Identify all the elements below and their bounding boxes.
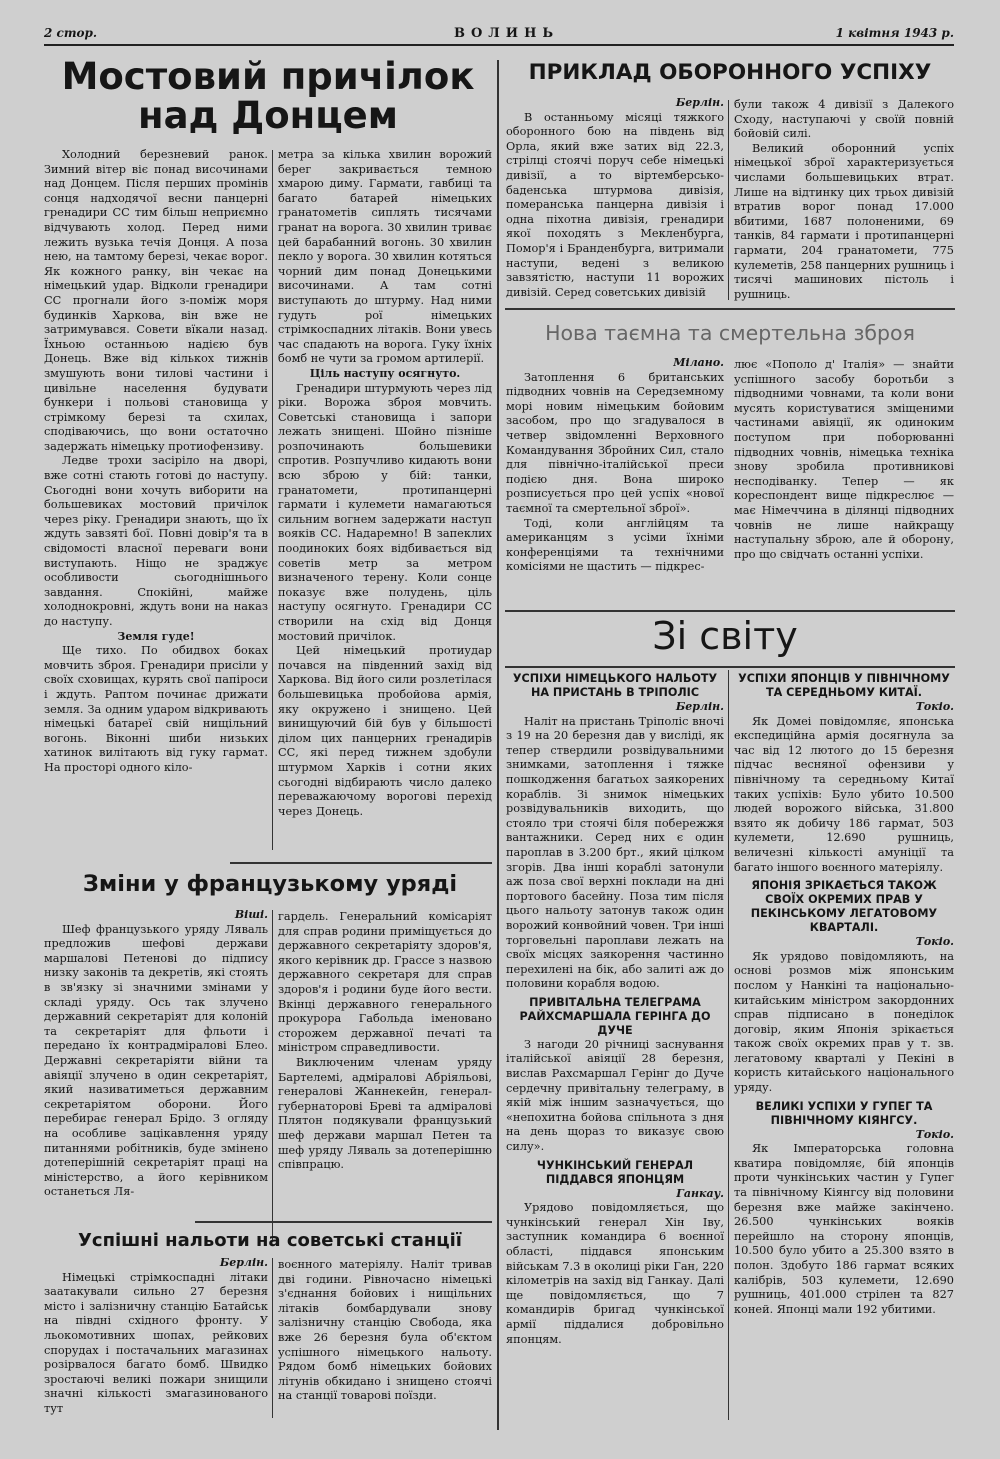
paragraph: Як Домеі повідомляє, японська експедиційна армія досягнула за час від 12 лютого до 15 березня підчас весняної офензиви у північному та середньому Китаї таких успіхів: Було убито 10.500 людей ворожого війська, 31.800 взято як добичу 186 гармат, 503 кулемети, 12.690 рушниць, величезні кількості амуніції та багато іншого воєнного матеріялу. <box>734 714 954 874</box>
paragraph: В останньому місяці тяжкого оборонного бою на південь від Орла, який вже затих від 22.3, стрілці стоячі поруч себе німецькі дивізії, а то віртемберсько-баденська штурмова дивізія, померанська панцерна дивізія і одна піхотна дивізія, гренадири якої походять з Мекленбурга, Помор'я і Бранденбурга, витримали наступи, ведені з великою завзятістю, наступи 11 ворожих дивізій. Серед советських дивізій <box>506 110 724 299</box>
dateline: Токіо. <box>915 935 954 949</box>
title-line: над Донцем <box>138 93 398 137</box>
paragraph: Тоді, коли англійцям та американцям з усіми їхніми конференціями та технічними комісіями не щастить — підкрес- <box>506 516 724 574</box>
article-title-weapon: Нова таємна та смертельна зброя <box>545 321 915 345</box>
paragraph: Урядово повідомляється, що чункінський генерал Хін Іву, заступник командира 6 воєнної області, піддався японським військам 7.3 в околиці ріки Ган, 220 кілометрів на захід від Ганкау. Далі ще повідомляється, що 7 командирів бригад чункінської армії піддалися добровільно японцям. <box>506 1201 724 1346</box>
paragraph: Як Імператорська головна кватира повідомляє, бій японців проти чункінських частин у Гупег та північному Кіянгсу від половини березня вже майже закінчено. 26.500 чункінських вояків перейшло на сторону японців, 10.500 було убито а 25.300 взято в полон. Здобуто 186 гармат всяких калібрів, 503 кулемети, 12.690 рушниць, 401.000 стрілен та 827 коней. Японці мали 192 убитими. <box>734 1142 954 1316</box>
section-divider <box>505 666 955 668</box>
article-title-bridgehead <box>48 55 488 137</box>
news-headline: УСПІХИ ЯПОНЦІВ У ПІВНІЧНОМУ ТА СЕРЕДНЬОМУ КИТАЇ. <box>738 672 950 699</box>
dateline: Токіо. <box>915 1127 954 1141</box>
paragraph: воєнного матеріялу. Наліт тривав дві години. Рівночасно німецькі з'єднання бойових і нищільних літаків бомбардували знову залізничну станцію Свобода, яка вже 26 березня була об'єктом успішного німецького нальоту. Рядом бомб німецьких бойових літунів обкидано і знищено стоячі на станції товарові поїзди. <box>278 1258 492 1403</box>
news-headline: УСПІХИ НІМЕЦЬКОГО НАЛЬОТУ НА ПРИСТАНЬ В ТРІПОЛІС <box>512 672 718 699</box>
article-bridgehead-col1 <box>44 148 268 776</box>
dateline: Берлін. <box>675 96 724 109</box>
paragraph: метра за кілька хвилин ворожий берег закривається темною хмарою диму. Гармати, гавбиці та багато батарей німецьких гранатометів сиплять тисячами гранат на ворога. 30 хвилин триває цей барабанний вогонь. 30 хвилин пекло у ворога. 30 хвилин котяться чорний дим понад Донецькими височинами. А там сотні виступають до штурму. Над ними гудуть рої німецьких стрімкоспадних літаків. Вони увесь час спадають на ворога. Гуку їхніх бомб не чути за громом артилерії. <box>278 148 492 366</box>
article-raids-col1 <box>44 1256 268 1417</box>
news-headline: ЧУНКІНСЬКИЙ ГЕНЕРАЛ ПІДДАВСЯ ЯПОНЦЯМ <box>536 1158 694 1186</box>
paragraph: лює «Пополо д' Італія» — знайти успішного засобу боротьби з підводними човнами, та коли вони мусять користуватися зміщеними частинами авіяції, як одиноким поступом при поборюванні підводних човнів, німецька техніка знову зробила противникові несподіванку. Тепер — як кореспондент вище підкреслює — має Німеччина в ділянці підводних човнів не лише найкращу наступальну зброю, але й оборону, про що свідчать останні успіхи. <box>734 358 954 561</box>
subheading: Земля гуде! <box>117 629 195 643</box>
paragraph: були також 4 дивізії з Далекого Сходу, наступаючі у своїй повній бойовій силі. <box>734 98 954 141</box>
column-divider <box>497 60 499 1430</box>
paragraph: Цей німецький протиудар почався на південний захід від Харкова. Від його сили розлетілася большевицька пробойова армія, яку окружено і знищено. Цей винищуючий бій був у більшості ділом цих панцерних гренадирів СС, які перед тижнем здобули штурмом Харків і сотни яких сьогодні відбирають число далеко переважаючому ворогові перехід через Донець. <box>278 644 492 818</box>
paragraph: Ще тихо. По обидвох боках мовчить зброя. Гренадири присіли у своїх сховищах, курять свої папіроси і ждуть. Раптом починає дрижати земля. За одним ударом відкривають німецькі батареї свій нищільний вогонь. Віконні шиби низьких хатинок вилітають від гуку гармат. На просторі одного кіло- <box>44 644 268 774</box>
newspaper-name: ВОЛИНЬ <box>454 26 560 41</box>
paragraph: Ледве трохи засіріло на дворі, вже сотні стають готові до наступу. Сьогодні вони хочуть виборити на большевиках мостовий причілок через ріку. Гренадири знають, що їх ждуть завзяті бої. Повні довір'я та в свідомості власної переваги вони виступають. Ніщо не зраджує особливости сьогоднішнього завдання. Спокійні, майже холоднокровні, ждуть вони на наказ до наступу. <box>44 454 268 628</box>
dateline: Берлін. <box>675 700 724 713</box>
news-headline: ЯПОНІЯ ЗРІКАЄТЬСЯ ТАКОЖ СВОЇХ ОКРЕМИХ ПРАВ У ПЕКІНСЬКОМУ ЛЕГАТОВОМУ КВАРТАЛІ. <box>750 879 938 935</box>
dateline: Віші. <box>234 908 268 921</box>
paragraph: Шеф французького уряду Ляваль предложив шефові держави маршалові Петенові до підпису низку законів та декретів, які стоять в зв'язку зі значними змінами у складі уряду. Ось так злучено державний секретаріят для колоній та секретаріят для фльоти і передано їх контрадміралові Блео. Державні секретаріяти війни та авіяції злучено в один секретаріят, який називатиметься державним секретаріятом оборони. Його перебирає генерал Брідо. З огляду на особливе зацікавлення уряду питаннями робітників, буде змінено дотеперішній секретаріят праці на міністерство, а його керівником останеться Ля- <box>44 922 268 1199</box>
paragraph: Виключеним членам уряду Бартелемі, адміралові Абріяльові, генералові Жаннекейн, генерал-губернаторові Бреві та адміралові Плятон подякували французький шеф держави маршал Петен та шеф уряду Ляваль за дотеперішню співпрацю. <box>278 1055 492 1172</box>
column-divider <box>728 100 729 300</box>
column-divider <box>728 670 729 1420</box>
world-col1 <box>506 672 724 1347</box>
paragraph: З нагоди 20 річниці заснування італійської авіяції 28 березня, вислав Рахсмаршал Герінг до Дуче сердечну привітальну телеграму, в якій між іншим зазначується, що «непохитна бойова спільнота з дня на день щораз то виказує свою силу». <box>506 1037 724 1154</box>
world-col2 <box>734 672 954 1317</box>
page-number: 2 стор. <box>44 26 98 40</box>
paragraph: Затоплення 6 британських підводних човнів на Середземному морі новим німецьким бойовим засобом, про що згадувалося в четвер звідомленні Верховного Командування Збройних Сил, стало для північно-італійської преси подією дня. Вона широко розписується про цей успіх «нової таємної та смертельної зброї». <box>506 370 724 515</box>
paragraph: Наліт на пристань Тріполіс вночі з 19 на 20 березня дав у висліді, як тепер ствердили розвідувальними знимками, затоплення і тяжке пошкодження багатьох заякорених кораблів. Зі знимок німецьких розвідувальників виходить, що стояло три стоячі біля побережжя вантажники. Серед них є один пароплав в 3.200 брт., який цілком згорів. Два інші кораблі затонули аж поза свої верхні поклади на дні портового басейну. Поза тим після цього нальоту затонув також один ворожий конвойний човен. Три інші торговельні пароплави лежать на своїх місцях заякорення частинно перехилені на бік, або залиті аж до половини корабля водою. <box>506 714 724 991</box>
paragraph: Як урядово повідомляють, на основі розмов між японським послом у Нанкіні та національно-китайським міністром закордонних справ підписано в понеділок договір, яким Японія зрікається також своїх окремих прав у т. зв. легатовому кварталі у Пекіні в користь китайського національного уряду. <box>734 949 954 1095</box>
news-headline: ПРИВІТАЛЬНА ТЕЛЕГРАМА РАЙХСМАРШАЛА ГЕРІНГА ДО ДУЧЕ <box>519 995 711 1037</box>
paragraph: гардель. Генеральний комісаріят для справ родини приміщується до державного секретаріяту здоров'я, якого керівник др. Грассе з назвою державного секретаря для справ здоров'я і родини буде його вести. Вкінці державного генерального прокурора Габольда іменовано сторожем державної печаті та міністром справедливости. <box>278 910 492 1055</box>
article-defense-col1 <box>506 96 724 300</box>
section-divider <box>505 308 955 310</box>
article-raids-col2 <box>278 1258 492 1404</box>
article-defense-col2 <box>734 98 954 302</box>
article-title-raids: Успішні нальоти на советські станції <box>78 1230 462 1251</box>
article-french-col2 <box>278 910 492 1173</box>
section-divider <box>195 1221 492 1223</box>
column-divider <box>272 1258 273 1418</box>
issue-date: 1 квітня 1943 р. <box>835 26 954 40</box>
paragraph: Холодний березневий ранок. Зимний вітер віє понад височинами над Донцем. Після перших промінів сонця надходячої весни панцерні гренадири СС тим більш неприємно відчувають холод. Перед ними лежить вузька течія Донця. А поза нею, на тамтому березі, чекає ворог. Як кожного ранку, він чекає на німецький удар. Відколи гренадири СС прогнали його з-поміж моря будинків Харкова, він вже не затримувався. Совети вїкали назад. Їхньою останньою надією був Донець. Вже від кількох тижнів змушують вони тилові частини і цивільне населення будувати бункери і польові становища у стрімкому березі та схилах, сподіваючись, що вони остаточно задержать німецьку протиофензиву. <box>44 148 268 453</box>
news-headline: ВЕЛИКІ УСПІХИ У ГУПЕГ ТА ПІВНІЧНОМУ КІЯНГСУ. <box>755 1099 933 1127</box>
paragraph: Великий оборонний успіх німецької зброї характеризується числами большевицьких втрат. Лише на відтинку цих трьох дивізій втратив ворог понад 17.000 вбитими, 1687 полоненими, 69 танків, 84 гармати і протипанцерні гармати, 204 гранатомети, 775 кулеметів, 258 панцерних рушниць і тисячі машинових пістоль і рушниць. <box>734 141 954 301</box>
article-weapon-col1 <box>506 356 724 575</box>
title-line: Мостовий причілок <box>61 55 475 98</box>
article-french-col1 <box>44 908 268 1200</box>
dateline: Берлін. <box>219 1256 268 1269</box>
paragraph: Гренадири штурмують через лід ріки. Ворожа зброя мовчить. Советські становища і запори лежать знищені. Шойно пізніше розпочинають большевики спротив. Розпучливо кидають вони всю зброю у бій: танки, гранатомети, протипанцерні гармати і кулемети намагаються сильним вогнем задержати наступ вояків СС. Надаремно! В запеклих поодиноких боях відбивається від советів метр за метром визначеного терену. Коли сонце показує вже полудень, ціль наступу осягнуто. Гренадири СС створили на схід від Донця мостовий причілок. <box>278 381 492 643</box>
section-divider <box>230 862 492 864</box>
page-header <box>44 26 954 46</box>
subheading: Ціль наступу осягнуто. <box>309 366 461 380</box>
column-divider <box>272 910 273 1240</box>
column-divider <box>272 150 273 850</box>
dateline: Мілано. <box>673 356 724 369</box>
dateline: Токіо. <box>915 700 954 713</box>
paragraph: Німецькі стрімкоспадні літаки заатакували сильно 27 березня місто і залізничну станцію Батайськ на півдні східного фронту. У льокомотивних шопах, рейкових спорудах і постачальних магазинах розірвалося багато бомб. Швидко зростаючі великі пожари знищили значні кількості змагазинованого тут <box>44 1270 268 1415</box>
section-divider <box>505 610 955 612</box>
section-title-world: Зі світу <box>652 614 798 658</box>
article-bridgehead-col2 <box>278 148 492 819</box>
article-title-defense: ПРИКЛАД ОБОРОННОГО УСПІХУ <box>528 60 932 85</box>
article-weapon-col2 <box>734 358 954 562</box>
article-title-french-govt: Зміни у французькому уряді <box>82 871 458 897</box>
dateline: Ганкау. <box>676 1186 724 1200</box>
